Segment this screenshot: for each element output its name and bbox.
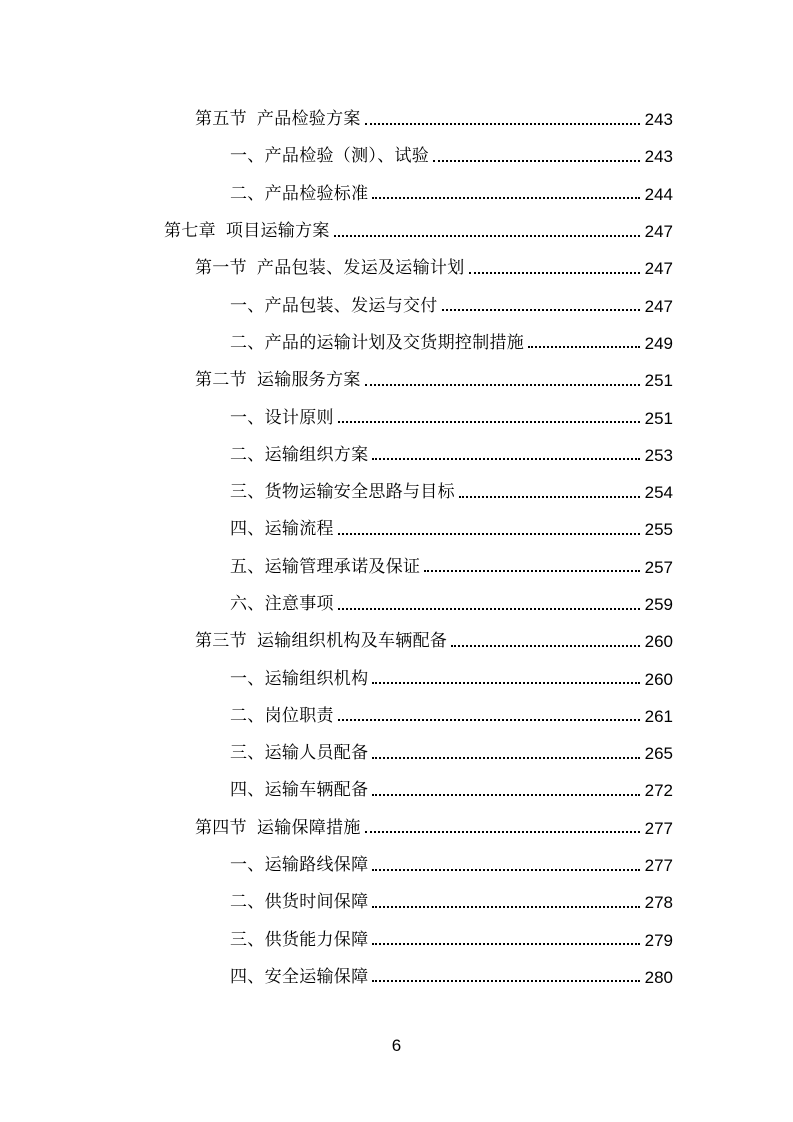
toc-entry-title: 货物运输安全思路与目标: [264, 482, 455, 503]
toc-entry-title: 设计原则: [264, 407, 334, 428]
toc-entry-prefix: 三、: [230, 482, 265, 503]
toc-entry-prefix: 第一节: [195, 258, 247, 279]
toc-entry-title: 产品检验（测）、试验: [264, 146, 430, 167]
toc-entry-title: 产品包装、发运及运输计划: [256, 258, 465, 279]
toc-entry-title: 产品包装、发运与交付: [264, 295, 438, 316]
toc-entry-prefix: 二、: [230, 183, 265, 204]
toc-entry-label: [230, 484, 455, 501]
toc-entry-line: [0, 295, 793, 316]
toc-entry-prefix: 一、: [230, 855, 265, 876]
toc-entry[interactable]: [0, 698, 793, 735]
toc-entry-label: [230, 295, 438, 316]
toc-entry-line: [0, 407, 793, 428]
toc-entry[interactable]: [0, 176, 793, 213]
toc-entry-page: 255: [644, 520, 673, 540]
toc-entry-title: 安全运输保障: [264, 966, 369, 987]
toc-entry-title: 运输管理承诺及保证: [264, 556, 421, 577]
toc-entry-page: 244: [644, 184, 673, 204]
toc-entry[interactable]: [0, 101, 793, 138]
toc-entry-prefix: 二、: [230, 892, 265, 913]
toc-entry[interactable]: [0, 735, 793, 772]
toc-entry-page: 249: [644, 333, 673, 353]
toc-entry[interactable]: [0, 213, 793, 250]
toc-entry[interactable]: [0, 660, 793, 697]
toc-entry-prefix: 一、: [230, 668, 265, 689]
dot-leader: [338, 608, 640, 610]
toc-entry-title: 产品的运输计划及交货期控制措施: [264, 332, 525, 353]
toc-entry[interactable]: [0, 287, 793, 324]
toc-entry-label: [230, 668, 369, 689]
toc-entry-label: [230, 745, 368, 762]
toc-entry-label: [230, 332, 525, 353]
toc-entry-page: 251: [644, 408, 673, 428]
toc-entry-page: 279: [644, 930, 673, 950]
dot-leader: [442, 309, 640, 311]
toc-entry-prefix: 二、: [230, 705, 265, 726]
toc-entry-line: [0, 111, 793, 128]
toc-entry-label: [230, 929, 369, 950]
toc-entry-page: 254: [644, 483, 673, 503]
toc-entry-prefix: 二、: [230, 332, 265, 353]
toc-entry-page: 265: [644, 744, 673, 764]
dot-leader: [365, 384, 640, 386]
toc-entry-line: [0, 223, 793, 240]
toc-entry-line: [0, 484, 793, 501]
dot-leader: [372, 682, 640, 684]
dot-leader: [372, 794, 640, 796]
toc-entry-label: [230, 183, 369, 204]
toc-entry-label: [230, 556, 421, 577]
toc-entry-label: [230, 407, 334, 428]
toc-entry[interactable]: [0, 959, 793, 996]
toc-entry-page: 243: [644, 147, 673, 167]
toc-entry-title: 运输车辆配备: [264, 780, 369, 801]
toc-entry-prefix: 一、: [230, 407, 265, 428]
toc-entry-page: 253: [644, 445, 673, 465]
toc-entry-line: [0, 782, 793, 799]
toc-entry-prefix: 第五节: [195, 109, 247, 130]
toc-entry-prefix: 四、: [230, 519, 265, 540]
dot-leader: [372, 757, 640, 759]
toc-entry-label: [230, 444, 369, 465]
toc-entry-prefix: 四、: [230, 780, 265, 801]
toc-entry-page: 260: [644, 632, 673, 652]
toc-entry-prefix: 一、: [230, 295, 265, 316]
toc-entry-label: [195, 372, 361, 389]
toc-entry-line: [0, 556, 793, 577]
dot-leader: [469, 272, 640, 274]
toc-entry-line: [0, 372, 793, 389]
toc-entry-page: 280: [644, 967, 673, 987]
toc-entry-title: 运输组织机构: [264, 668, 369, 689]
toc-entry-line: [0, 668, 793, 689]
toc-entry[interactable]: [0, 362, 793, 399]
toc-entry-page: 243: [644, 110, 673, 130]
toc-entry-line: [0, 929, 793, 950]
toc-entry[interactable]: [0, 810, 793, 847]
toc-entry-label: [164, 223, 330, 240]
toc-entry[interactable]: [0, 884, 793, 921]
toc-entry-page: 259: [644, 595, 673, 614]
toc-entry-title: 供货时间保障: [264, 892, 369, 913]
toc-entry-title: 供货能力保障: [264, 929, 369, 950]
toc-entry-label: [230, 857, 368, 874]
toc-entry-page: 247: [644, 259, 673, 279]
dot-leader: [372, 980, 640, 982]
toc-entry-label: [230, 148, 429, 165]
toc-entry-title: 运输人员配备: [264, 743, 369, 764]
toc-entry-page: 277: [644, 818, 673, 838]
toc-entry-prefix: 五、: [230, 556, 265, 577]
dot-leader: [338, 719, 640, 721]
toc-entry-label: [230, 966, 369, 987]
toc-entry-label: [230, 894, 368, 911]
dot-leader: [365, 831, 640, 833]
toc-entry-page: 278: [644, 893, 673, 913]
toc-entry-title: 运输保障措施: [256, 817, 361, 838]
toc-entry-title: 岗位职责: [264, 705, 334, 726]
toc-entry-line: [0, 966, 793, 987]
toc-entry[interactable]: [0, 772, 793, 809]
toc-entry-prefix: 第四节: [195, 817, 247, 838]
toc-entry[interactable]: [0, 474, 793, 511]
toc-entry[interactable]: [0, 623, 793, 660]
dot-leader: [459, 496, 640, 498]
toc-entry-page: 247: [644, 296, 673, 316]
dot-leader: [372, 943, 640, 945]
toc-entry-label: [230, 705, 334, 726]
toc-entry-prefix: 第三节: [195, 631, 247, 652]
toc-entry-label: [230, 596, 334, 613]
toc-entry-label: [230, 521, 334, 538]
toc-entry[interactable]: [0, 437, 793, 474]
toc-entry-title: 运输服务方案: [256, 370, 361, 391]
toc-entry[interactable]: [0, 922, 793, 959]
dot-leader: [338, 533, 640, 535]
toc-entry-label: [195, 260, 465, 277]
toc-entry-line: [0, 444, 793, 465]
toc-entry-prefix: 二、: [230, 444, 265, 465]
toc-entry-title: 产品检验标准: [264, 183, 369, 204]
toc-entry-prefix: 第七章: [164, 221, 216, 242]
toc-entry[interactable]: [0, 399, 793, 436]
toc-entry-page: 260: [644, 669, 673, 689]
toc-entry-prefix: 第二节: [195, 370, 247, 391]
dot-leader: [372, 458, 640, 460]
toc-entry-label: [195, 111, 361, 128]
toc-entry[interactable]: [0, 250, 793, 287]
dot-leader: [372, 197, 640, 199]
toc-entry-page: 261: [644, 706, 673, 726]
dot-leader: [365, 123, 640, 125]
dot-leader: [334, 235, 640, 237]
page-number: 6: [391, 1036, 402, 1055]
table-of-contents: [0, 101, 793, 996]
dot-leader: [528, 346, 640, 348]
toc-entry-title: 运输组织机构及车辆配备: [256, 631, 448, 652]
toc-entry-title: 注意事项: [264, 594, 334, 614]
dot-leader: [372, 906, 640, 908]
toc-entry-page: 247: [644, 222, 673, 242]
toc-entry-line: [0, 183, 793, 204]
toc-entry-prefix: 一、: [230, 146, 265, 167]
toc-entry-page: 257: [644, 557, 673, 577]
toc-entry-label: [195, 633, 447, 650]
toc-entry-line: [0, 148, 793, 165]
toc-entry-title: 产品检验方案: [256, 109, 361, 130]
toc-entry[interactable]: [0, 511, 793, 548]
toc-entry-prefix: 三、: [230, 929, 265, 950]
toc-entry-line: [0, 596, 793, 613]
toc-entry-title: 运输组织方案: [264, 444, 369, 465]
toc-entry-title: 运输路线保障: [264, 855, 369, 876]
toc-entry[interactable]: [0, 549, 793, 586]
dot-leader: [451, 645, 640, 647]
toc-entry-label: [195, 817, 361, 838]
dot-leader: [424, 570, 640, 572]
toc-entry-prefix: 三、: [230, 743, 265, 764]
toc-entry-page: 277: [644, 856, 673, 876]
toc-entry-line: [0, 705, 793, 726]
toc-entry[interactable]: [0, 586, 793, 623]
toc-entry[interactable]: [0, 847, 793, 884]
toc-entry[interactable]: [0, 325, 793, 362]
toc-entry-line: [0, 745, 793, 762]
toc-entry-line: [0, 332, 793, 353]
toc-entry-line: [0, 857, 793, 874]
toc-entry-title: 运输流程: [264, 519, 334, 540]
toc-entry-label: [230, 782, 368, 799]
toc-entry-line: [0, 521, 793, 538]
toc-entry-page: 251: [644, 371, 673, 391]
toc-entry-prefix: 四、: [230, 966, 265, 987]
dot-leader: [338, 421, 640, 423]
toc-entry-line: [0, 260, 793, 277]
toc-entry-title: 项目运输方案: [225, 221, 330, 242]
toc-entry-line: [0, 894, 793, 911]
toc-entry-line: [0, 633, 793, 650]
toc-entry[interactable]: [0, 138, 793, 175]
toc-entry-page: 272: [644, 781, 673, 801]
dot-leader: [372, 869, 640, 871]
toc-entry-line: [0, 817, 793, 838]
toc-entry-prefix: 六、: [230, 594, 265, 614]
dot-leader: [433, 160, 640, 162]
